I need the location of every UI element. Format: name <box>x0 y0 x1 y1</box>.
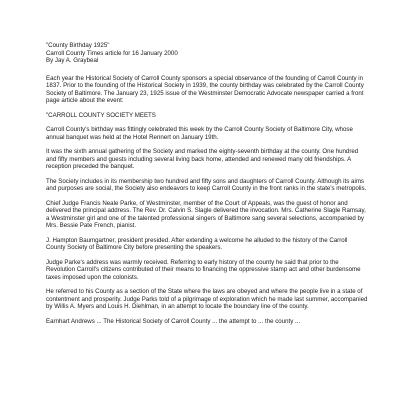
paragraph-membership: The Society includes in its membership two hundred and fifty sons and daughters of Carroll County. Although its aims and purposes are social, the Society also endeavors to keep Carroll County in the front ranks in the state's metropolis. <box>46 177 367 192</box>
article-body <box>46 42 368 332</box>
paragraph-guest-of-honor: Chief Judge Francis Neale Parke, of Westminster, member of the Court of Appeals, was the guest of honor and delivered the principal address. The Rev. Dr. Calvin S. Slagle delivered the invocation. Mrs. Catherine Slagle Ramsay, a Westminster girl and one of the talented professional singers of Baltimore sang several selections, accompanied by Mrs. Bessie Pate French, pianist. <box>46 199 366 229</box>
article-title: "County Birthday 1925" <box>46 42 110 49</box>
paragraph-intro: Each year the Historical Society of Carroll County sponsors a special observance of the founding of Carroll County in 1837. Prior to the founding of the Historical Society in 1939, the county birthday was celebrated by the Carroll County Society of Baltimore. The January 23, 1925 issue of the Westminster Democratic Advocate newspaper carried a front page article about the event: <box>46 74 364 104</box>
article-byline: By Jay A. Graybeal <box>46 57 99 64</box>
paragraph-gathering: It was the sixth annual gathering of the Society and marked the eighty-seventh birthday at the county. One hundred and fifty members and guests including several living back home, attended and renewed many old friendships. A reception preceded the banquet. <box>46 148 359 170</box>
header-spacer <box>46 65 368 75</box>
paragraph-address: Judge Parke's address was warmly received. Referring to early history of the county he said that prior to the Revolution Carroll's citizens contributed of their means to financing the oppressive stamp act and other burdensome taxes imposed upon the colonists. <box>46 258 361 281</box>
paragraph-birthday: Carroll County's birthday was fittingly celebrated this week by the Carroll County Society of Baltimore City, whose annual banquet was held at the Hotel Rennert on January 19th. <box>46 126 353 141</box>
paragraph-cutoff: Earnhart Andrews ... The Historical Society of Carroll County ... the attempt to ... the county ... <box>46 317 301 325</box>
article-subtitle: Carroll County Times article for 16 January 2000 <box>46 49 178 57</box>
paragraph-headline: "CARROLL COUNTY SOCIETY MEETS <box>46 111 156 119</box>
paragraph-president: J. Hampton Baumgartner, president presided. After extending a welcome he alluded to the history of the Carroll County Society of Baltimore City before presenting the speakers. <box>46 236 348 251</box>
paragraph-county-section: He referred to his County as a section of the State where the laws are obeyed and where the people live in a state of contentment and prosperity. Judge Parks told of a pilgrimage of exploration which he made last summer, accompanied by Willis A. Myers and Louis H. Diehlman, in an attempt to locate the boundary line of the county. <box>46 288 368 310</box>
